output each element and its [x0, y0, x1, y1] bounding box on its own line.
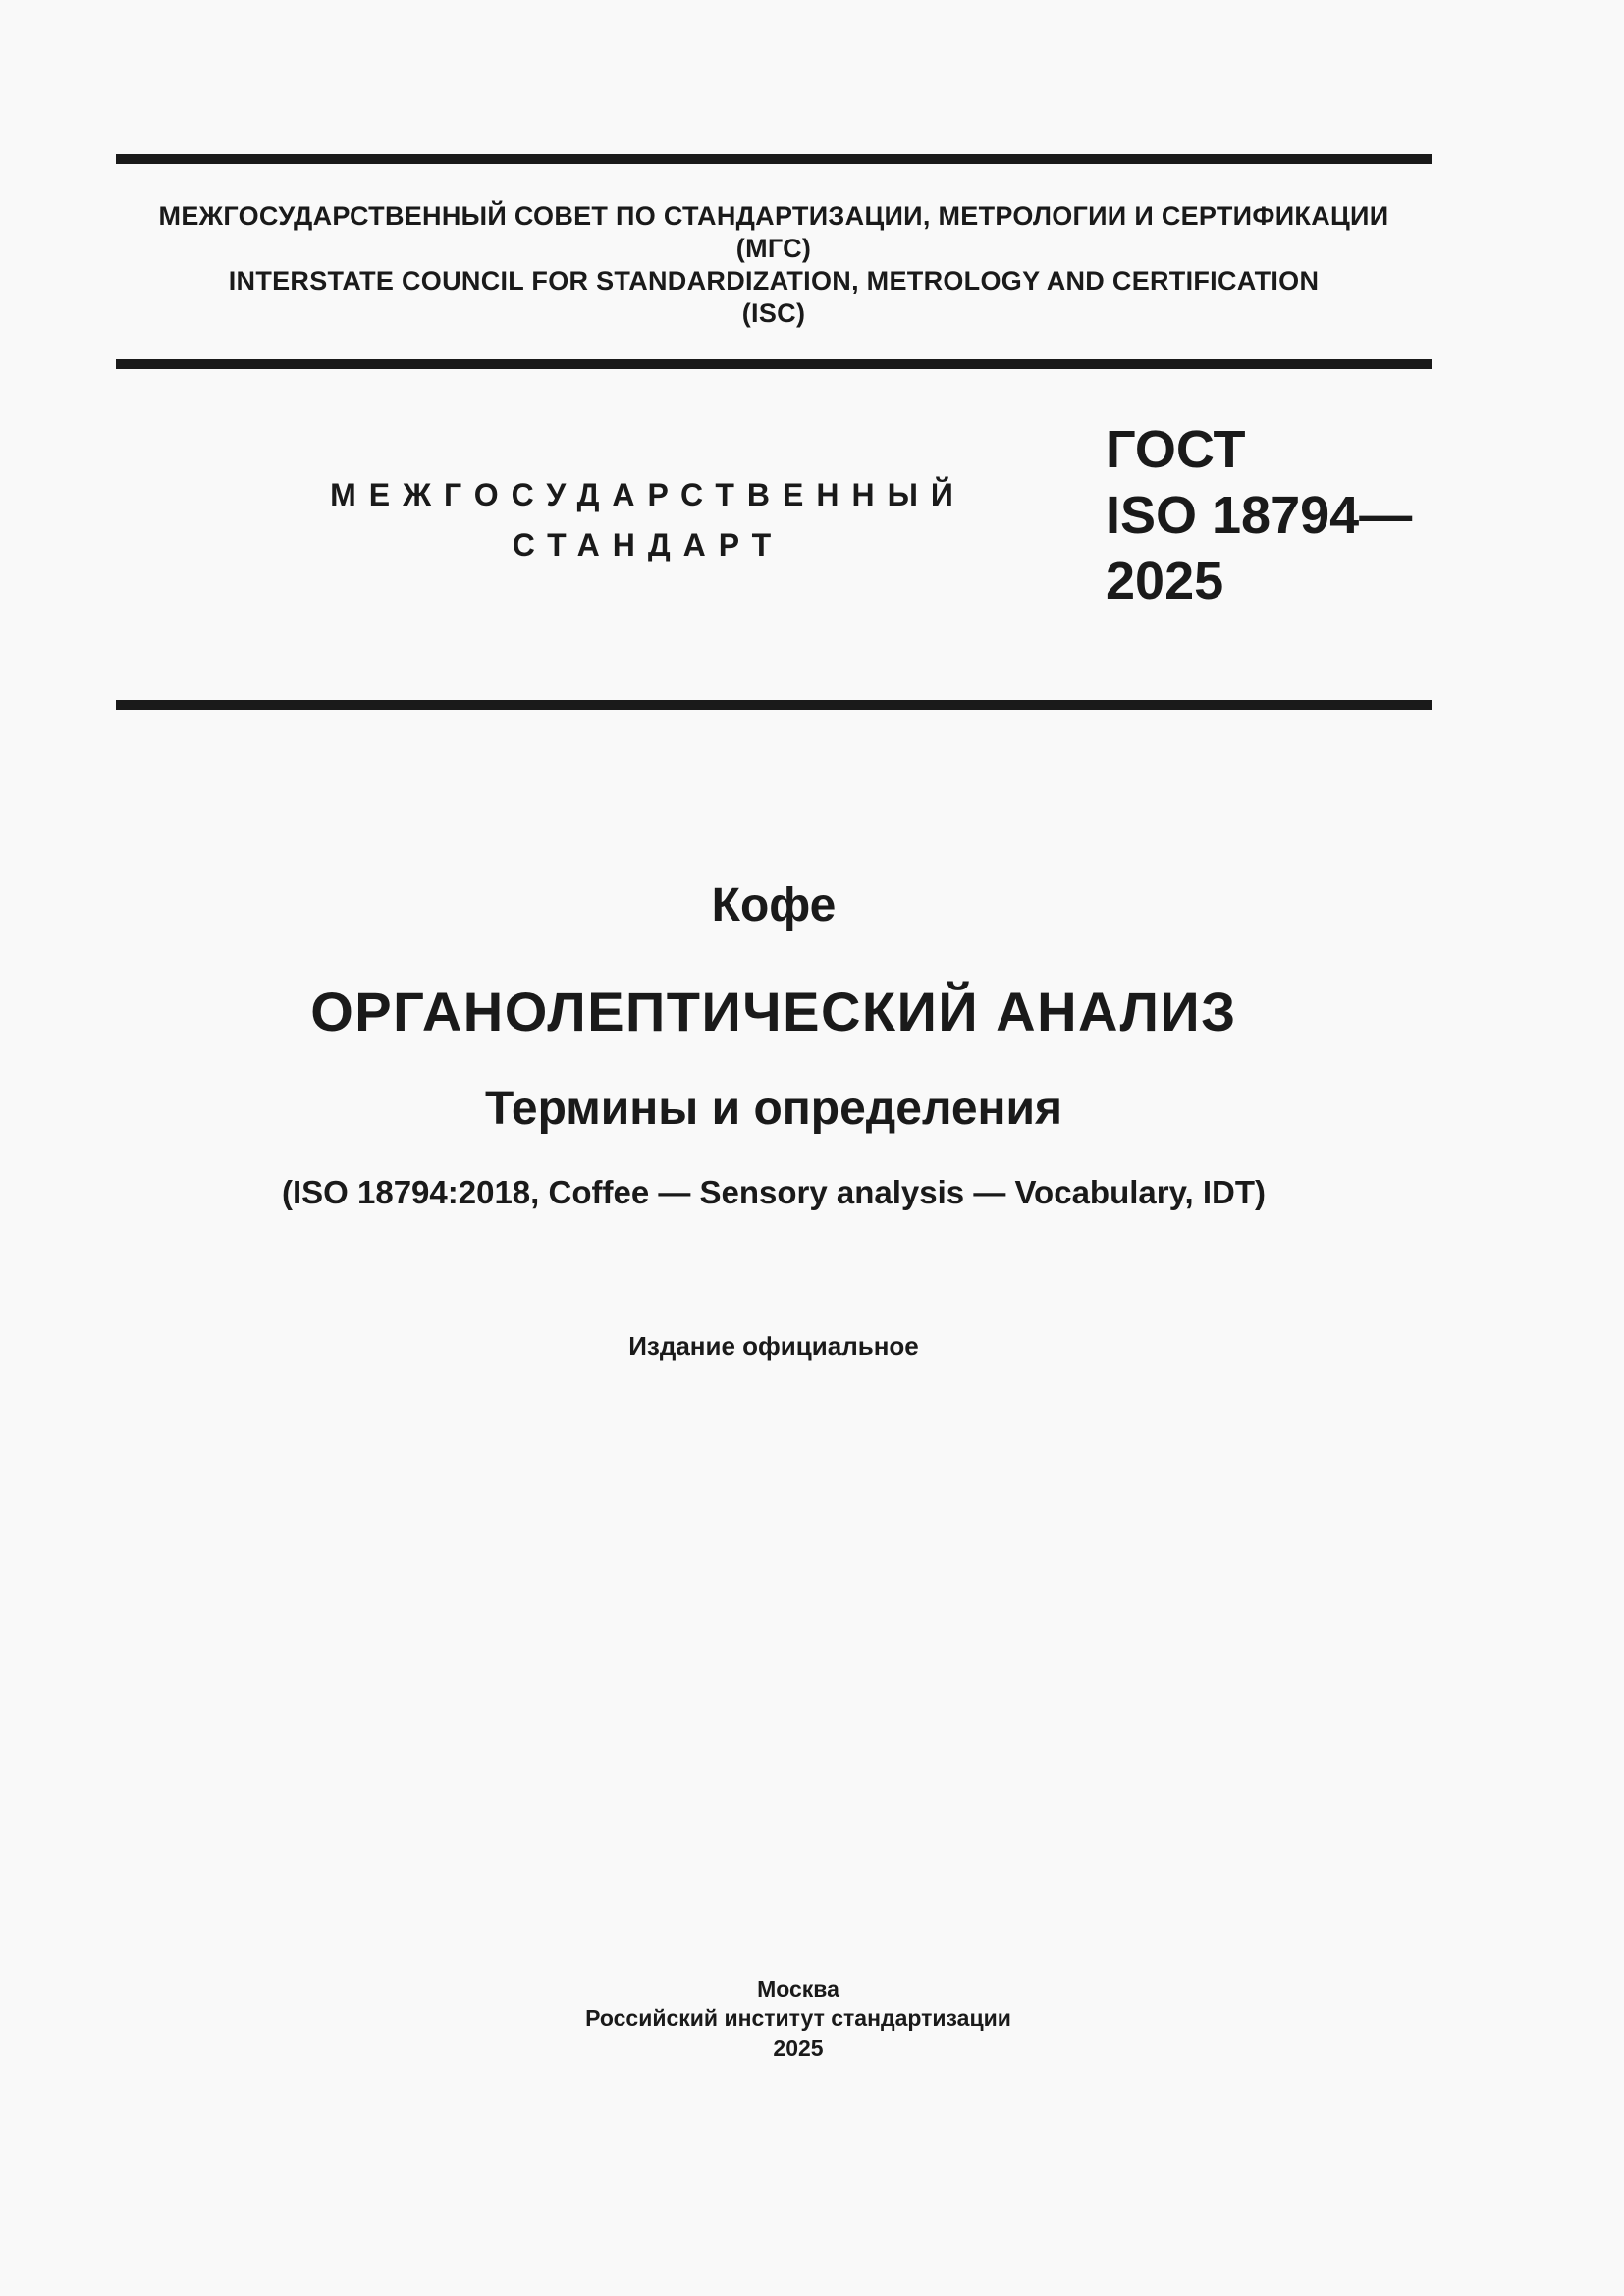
- imprint-year: 2025: [773, 2035, 824, 2060]
- standard-kind: [255, 470, 1041, 570]
- main-title: ОРГАНОЛЕПТИЧЕСКИЙ АНАЛИЗ: [310, 981, 1237, 1042]
- standard-kind-line-2: СТАНДАРТ: [512, 527, 785, 562]
- iso-reference: (ISO 18794:2018, Coffee — Sensory analysis — Vocabulary, IDT): [281, 1174, 1266, 1210]
- council-name-en: INTERSTATE COUNCIL FOR STANDARDIZATION, METROLOGY AND CERTIFICATION: [228, 266, 1320, 295]
- designation-line-3: 2025: [1106, 552, 1224, 611]
- imprint-city: Москва: [757, 1976, 839, 2002]
- designation-line-1: ГОСТ: [1106, 420, 1246, 479]
- header-bottom-rule: [116, 700, 1432, 710]
- subtitle: Термины и определения: [484, 1083, 1063, 1135]
- council-header: [116, 200, 1432, 330]
- standard-designation: [1106, 417, 1412, 614]
- imprint: [116, 1974, 1481, 2062]
- imprint-publisher: Российский институт стандартизации: [585, 2005, 1011, 2031]
- product-title: Кофе: [711, 880, 837, 932]
- council-abbr-en: (ISC): [741, 298, 806, 328]
- council-abbr-ru: (МГС): [735, 234, 812, 263]
- standard-kind-line-1: МЕЖГОСУДАРСТВЕННЫЙ: [330, 477, 966, 512]
- top-rule: [116, 154, 1432, 164]
- designation-line-2: ISO 18794—: [1106, 486, 1413, 545]
- council-bottom-rule: [116, 359, 1432, 369]
- council-name-ru: МЕЖГОСУДАРСТВЕННЫЙ СОВЕТ ПО СТАНДАРТИЗАЦИИ, МЕТРОЛОГИИ И СЕРТИФИКАЦИИ: [158, 201, 1389, 231]
- edition-note: Издание официальное: [628, 1331, 919, 1361]
